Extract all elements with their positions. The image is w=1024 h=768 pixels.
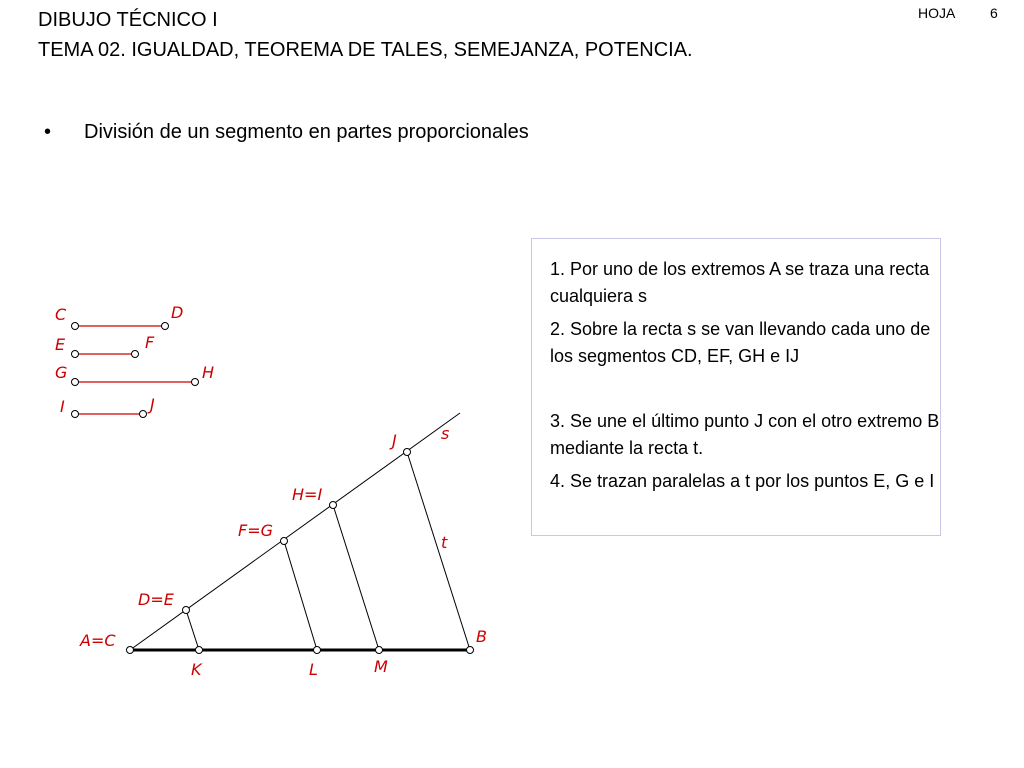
- ray-s: [130, 413, 460, 650]
- label-f: F: [145, 333, 155, 352]
- label-l: L: [309, 660, 318, 679]
- label-g: G: [55, 363, 68, 382]
- construction-lines: [130, 413, 470, 650]
- point-g: [72, 379, 79, 386]
- instruction-step-1: 1. Por uno de los extremos A se traza una recta cualquiera s: [550, 259, 930, 306]
- parallel-ek: [186, 610, 199, 650]
- point-de: [183, 607, 190, 614]
- label-j: J: [150, 395, 155, 414]
- point-l: [314, 647, 321, 654]
- line-t: [407, 452, 470, 650]
- point-j-on-s: [404, 449, 411, 456]
- instruction-step-2: 2. Sobre la recta s se van llevando cada uno de los segmentos CD, EF, GH e IJ: [550, 319, 931, 366]
- label-h-equals-i: H=I: [292, 485, 323, 504]
- point-e: [72, 351, 79, 358]
- label-a-equals-c: A=C: [80, 631, 116, 650]
- label-d-equals-e: D=E: [138, 590, 174, 609]
- point-fg: [281, 538, 288, 545]
- title-line-1: DIBUJO TÉCNICO I: [38, 9, 218, 31]
- label-j-on-s: J: [392, 431, 397, 450]
- label-k: K: [191, 660, 202, 679]
- instruction-step-3: 3. Se une el último punto J con el otro extremo B mediante la recta t.: [550, 411, 940, 458]
- sheet-number: 6: [990, 5, 998, 21]
- bullet-icon: •: [44, 121, 52, 143]
- bullet-text: División de un segmento en partes proporcionales: [84, 121, 529, 143]
- label-i: I: [60, 397, 65, 416]
- construction-labels: [79, 424, 487, 679]
- label-t: t: [441, 533, 448, 552]
- parallel-im: [333, 505, 379, 650]
- point-k: [196, 647, 203, 654]
- construction-points: [127, 449, 474, 654]
- point-d: [162, 323, 169, 330]
- parallel-gl: [284, 541, 317, 650]
- point-j: [140, 411, 147, 418]
- point-b: [467, 647, 474, 654]
- label-b: B: [476, 627, 487, 646]
- label-h: H: [202, 363, 215, 382]
- point-a: [127, 647, 134, 654]
- label-f-equals-g: F=G: [238, 521, 274, 540]
- point-c: [72, 323, 79, 330]
- given-segments: [72, 323, 199, 418]
- label-m: M: [374, 657, 388, 676]
- label-e: E: [55, 335, 66, 354]
- instruction-step-4: 4. Se trazan paralelas a t por los puntos E, G e I: [550, 471, 935, 491]
- label-d: D: [171, 303, 184, 322]
- point-h: [192, 379, 199, 386]
- point-i: [72, 411, 79, 418]
- given-segment-labels: [55, 303, 214, 416]
- point-f: [132, 351, 139, 358]
- label-c: C: [55, 305, 67, 324]
- label-s: s: [441, 424, 450, 443]
- point-m: [376, 647, 383, 654]
- title-line-2: TEMA 02. IGUALDAD, TEOREMA DE TALES, SEMEJANZA, POTENCIA.: [38, 39, 693, 61]
- point-hi: [330, 502, 337, 509]
- sheet-label: HOJA: [918, 5, 956, 21]
